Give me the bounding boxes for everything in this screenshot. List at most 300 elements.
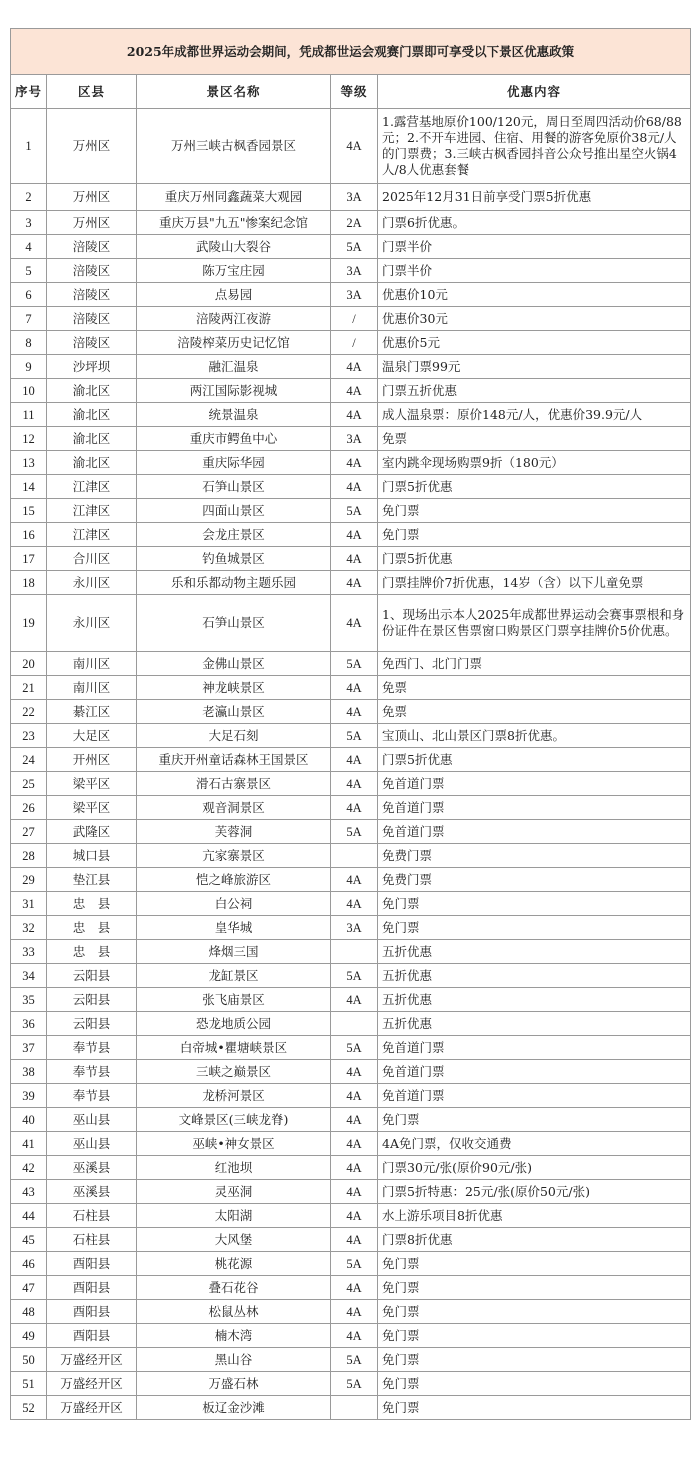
row-scenic-name: 涪陵两江夜游	[137, 307, 331, 331]
row-offer: 免门票	[378, 1108, 691, 1132]
row-number: 9	[11, 355, 47, 379]
row-number: 20	[11, 652, 47, 676]
table-row	[11, 820, 691, 844]
scenic-discount-table	[10, 28, 691, 1420]
row-district: 綦江区	[47, 700, 137, 724]
table-row	[11, 595, 691, 652]
row-level: 5A	[331, 964, 378, 988]
row-level: 4A	[331, 547, 378, 571]
row-scenic-name: 重庆市鳄鱼中心	[137, 427, 331, 451]
table-row	[11, 748, 691, 772]
row-number: 31	[11, 892, 47, 916]
row-number: 52	[11, 1396, 47, 1420]
row-scenic-name: 龙桥河景区	[137, 1084, 331, 1108]
row-district: 梁平区	[47, 796, 137, 820]
row-number: 18	[11, 571, 47, 595]
row-level	[331, 844, 378, 868]
row-district: 忠 县	[47, 940, 137, 964]
row-level: 4A	[331, 109, 378, 184]
row-number: 19	[11, 595, 47, 652]
row-level: 4A	[331, 403, 378, 427]
row-number: 22	[11, 700, 47, 724]
row-district: 奉节县	[47, 1036, 137, 1060]
row-scenic-name: 白公祠	[137, 892, 331, 916]
table-row	[11, 184, 691, 211]
table-row	[11, 451, 691, 475]
header-row	[11, 75, 691, 109]
row-scenic-name: 融汇温泉	[137, 355, 331, 379]
table-body	[11, 109, 691, 1420]
table-row	[11, 475, 691, 499]
row-number: 6	[11, 283, 47, 307]
row-number: 15	[11, 499, 47, 523]
row-level: 4A	[331, 1132, 378, 1156]
row-offer: 五折优惠	[378, 964, 691, 988]
table-row	[11, 1372, 691, 1396]
row-district: 永川区	[47, 571, 137, 595]
row-level: 4A	[331, 1276, 378, 1300]
row-level: 4A	[331, 1156, 378, 1180]
row-number: 7	[11, 307, 47, 331]
row-scenic-name: 大风堡	[137, 1228, 331, 1252]
row-district: 酉阳县	[47, 1276, 137, 1300]
row-offer: 免门票	[378, 1276, 691, 1300]
row-number: 26	[11, 796, 47, 820]
row-level: 4A	[331, 772, 378, 796]
table-row	[11, 523, 691, 547]
row-district: 涪陵区	[47, 307, 137, 331]
row-number: 12	[11, 427, 47, 451]
table-row	[11, 940, 691, 964]
table-row	[11, 916, 691, 940]
row-district: 梁平区	[47, 772, 137, 796]
row-number: 17	[11, 547, 47, 571]
row-number: 41	[11, 1132, 47, 1156]
row-offer: 免票	[378, 427, 691, 451]
row-district: 巫山县	[47, 1108, 137, 1132]
row-scenic-name: 会龙庄景区	[137, 523, 331, 547]
table-row	[11, 868, 691, 892]
row-scenic-name: 涪陵榨菜历史记忆馆	[137, 331, 331, 355]
table-row	[11, 1204, 691, 1228]
row-offer: 优惠价5元	[378, 331, 691, 355]
row-offer: 免门票	[378, 523, 691, 547]
row-level: 5A	[331, 1372, 378, 1396]
row-scenic-name: 万州三峡古枫香园景区	[137, 109, 331, 184]
row-scenic-name: 太阳湖	[137, 1204, 331, 1228]
row-district: 万州区	[47, 211, 137, 235]
row-scenic-name: 烽烟三国	[137, 940, 331, 964]
row-scenic-name: 滑石古寨景区	[137, 772, 331, 796]
row-scenic-name: 黑山谷	[137, 1348, 331, 1372]
table-row	[11, 1276, 691, 1300]
row-offer: 五折优惠	[378, 988, 691, 1012]
row-level: 4A	[331, 1204, 378, 1228]
table-row	[11, 1060, 691, 1084]
row-level: 4A	[331, 892, 378, 916]
row-offer: 门票五折优惠	[378, 379, 691, 403]
row-level	[331, 1012, 378, 1036]
row-scenic-name: 重庆万州同鑫蔬菜大观园	[137, 184, 331, 211]
row-offer: 门票30元/张(原价90元/张)	[378, 1156, 691, 1180]
header-district: 区县	[47, 75, 137, 109]
table-row	[11, 1396, 691, 1420]
row-scenic-name: 老瀛山景区	[137, 700, 331, 724]
row-level	[331, 940, 378, 964]
table-row	[11, 1036, 691, 1060]
row-scenic-name: 陈万宝庄园	[137, 259, 331, 283]
row-level: 4A	[331, 523, 378, 547]
row-district: 巫山县	[47, 1132, 137, 1156]
row-number: 45	[11, 1228, 47, 1252]
row-district: 酉阳县	[47, 1300, 137, 1324]
row-offer: 免票	[378, 676, 691, 700]
row-district: 云阳县	[47, 1012, 137, 1036]
row-scenic-name: 恺之峰旅游区	[137, 868, 331, 892]
row-offer: 优惠价30元	[378, 307, 691, 331]
row-number: 10	[11, 379, 47, 403]
row-level: 4A	[331, 595, 378, 652]
table-row	[11, 499, 691, 523]
row-district: 万盛经开区	[47, 1372, 137, 1396]
row-district: 酉阳县	[47, 1252, 137, 1276]
row-offer: 1.露营基地原价100/120元，周日至周四活动价68/88元；2.不开车进园、住宿、用餐的游客免原价38元/人的门票费；3.三峡古枫香园抖音公众号推出星空火锅4人/8人优惠套餐	[378, 109, 691, 184]
row-offer: 温泉门票99元	[378, 355, 691, 379]
row-number: 39	[11, 1084, 47, 1108]
row-level: 5A	[331, 1348, 378, 1372]
row-number: 40	[11, 1108, 47, 1132]
row-offer: 宝顶山、北山景区门票8折优惠。	[378, 724, 691, 748]
row-level: 5A	[331, 499, 378, 523]
row-scenic-name: 大足石刻	[137, 724, 331, 748]
row-number: 4	[11, 235, 47, 259]
row-scenic-name: 乐和乐都动物主题乐园	[137, 571, 331, 595]
row-level: 3A	[331, 184, 378, 211]
table-row	[11, 676, 691, 700]
row-scenic-name: 三峡之巅景区	[137, 1060, 331, 1084]
row-district: 涪陵区	[47, 331, 137, 355]
table-row	[11, 1180, 691, 1204]
row-level: 4A	[331, 571, 378, 595]
row-scenic-name: 叠石花谷	[137, 1276, 331, 1300]
table-row	[11, 259, 691, 283]
row-number: 23	[11, 724, 47, 748]
row-number: 46	[11, 1252, 47, 1276]
header-level: 等级	[331, 75, 378, 109]
table-title: 2025年成都世界运动会期间，凭成都世运会观赛门票即可享受以下景区优惠政策	[11, 29, 691, 75]
table-row	[11, 1300, 691, 1324]
row-number: 49	[11, 1324, 47, 1348]
row-scenic-name: 文峰景区(三峡龙脊)	[137, 1108, 331, 1132]
row-offer: 免门票	[378, 1324, 691, 1348]
row-scenic-name: 重庆际华园	[137, 451, 331, 475]
row-number: 13	[11, 451, 47, 475]
table-row	[11, 331, 691, 355]
row-district: 万州区	[47, 109, 137, 184]
row-district: 忠 县	[47, 892, 137, 916]
table-row	[11, 724, 691, 748]
row-number: 1	[11, 109, 47, 184]
row-scenic-name: 点易园	[137, 283, 331, 307]
table-row	[11, 403, 691, 427]
row-scenic-name: 桃花源	[137, 1252, 331, 1276]
row-offer: 五折优惠	[378, 1012, 691, 1036]
row-number: 32	[11, 916, 47, 940]
row-district: 奉节县	[47, 1084, 137, 1108]
row-level: 3A	[331, 283, 378, 307]
table-row	[11, 547, 691, 571]
row-district: 渝北区	[47, 379, 137, 403]
table-row	[11, 1324, 691, 1348]
row-number: 2	[11, 184, 47, 211]
row-scenic-name: 重庆万县"九五"惨案纪念馆	[137, 211, 331, 235]
row-offer: 免首道门票	[378, 1084, 691, 1108]
table-row	[11, 1348, 691, 1372]
row-level: 4A	[331, 451, 378, 475]
row-scenic-name: 红池坝	[137, 1156, 331, 1180]
table-row	[11, 988, 691, 1012]
row-offer: 门票半价	[378, 235, 691, 259]
row-district: 万盛经开区	[47, 1348, 137, 1372]
row-offer: 2025年12月31日前享受门票5折优惠	[378, 184, 691, 211]
table-row	[11, 1012, 691, 1036]
row-offer: 免门票	[378, 1372, 691, 1396]
row-number: 3	[11, 211, 47, 235]
row-district: 巫溪县	[47, 1156, 137, 1180]
row-level: 4A	[331, 1060, 378, 1084]
row-level: 4A	[331, 1180, 378, 1204]
row-district: 南川区	[47, 676, 137, 700]
row-scenic-name: 观音洞景区	[137, 796, 331, 820]
row-number: 28	[11, 844, 47, 868]
table-row	[11, 307, 691, 331]
table-row	[11, 1084, 691, 1108]
row-scenic-name: 张飞庙景区	[137, 988, 331, 1012]
row-number: 21	[11, 676, 47, 700]
row-district: 江津区	[47, 499, 137, 523]
table-row	[11, 1252, 691, 1276]
row-level: 5A	[331, 724, 378, 748]
table-row	[11, 652, 691, 676]
row-number: 29	[11, 868, 47, 892]
row-number: 16	[11, 523, 47, 547]
row-district: 武隆区	[47, 820, 137, 844]
table-row	[11, 964, 691, 988]
row-number: 48	[11, 1300, 47, 1324]
table-row	[11, 355, 691, 379]
row-district: 垫江县	[47, 868, 137, 892]
row-district: 涪陵区	[47, 283, 137, 307]
row-level: 2A	[331, 211, 378, 235]
header-no: 序号	[11, 75, 47, 109]
row-level: 4A	[331, 1084, 378, 1108]
row-offer: 1、现场出示本人2025年成都世界运动会赛事票根和身份证件在景区售票窗口购景区门票享挂牌价5价优惠。	[378, 595, 691, 652]
table-row	[11, 235, 691, 259]
row-district: 万盛经开区	[47, 1396, 137, 1420]
row-level: /	[331, 307, 378, 331]
table-row	[11, 211, 691, 235]
row-number: 36	[11, 1012, 47, 1036]
row-level: 3A	[331, 427, 378, 451]
row-offer: 免首道门票	[378, 820, 691, 844]
row-scenic-name: 万盛石林	[137, 1372, 331, 1396]
row-offer: 免首道门票	[378, 796, 691, 820]
row-level: 5A	[331, 820, 378, 844]
table-row	[11, 1228, 691, 1252]
row-offer: 免西门、北门门票	[378, 652, 691, 676]
table-row	[11, 283, 691, 307]
row-level: 3A	[331, 916, 378, 940]
row-district: 渝北区	[47, 403, 137, 427]
row-offer: 免票	[378, 700, 691, 724]
row-offer: 门票5折优惠	[378, 748, 691, 772]
row-district: 合川区	[47, 547, 137, 571]
row-offer: 免门票	[378, 1396, 691, 1420]
row-number: 33	[11, 940, 47, 964]
table-row	[11, 571, 691, 595]
row-level: 4A	[331, 355, 378, 379]
row-level: 4A	[331, 796, 378, 820]
row-district: 巫溪县	[47, 1180, 137, 1204]
row-district: 城口县	[47, 844, 137, 868]
row-district: 石柱县	[47, 1228, 137, 1252]
row-offer: 4A免门票，仅收交通费	[378, 1132, 691, 1156]
row-scenic-name: 楠木湾	[137, 1324, 331, 1348]
header-offer: 优惠内容	[378, 75, 691, 109]
row-scenic-name: 金佛山景区	[137, 652, 331, 676]
row-level: 4A	[331, 1300, 378, 1324]
row-number: 50	[11, 1348, 47, 1372]
row-number: 44	[11, 1204, 47, 1228]
row-level: 4A	[331, 748, 378, 772]
row-offer: 门票6折优惠。	[378, 211, 691, 235]
row-district: 开州区	[47, 748, 137, 772]
row-number: 51	[11, 1372, 47, 1396]
row-scenic-name: 亢家寨景区	[137, 844, 331, 868]
row-level: 4A	[331, 475, 378, 499]
row-scenic-name: 石笋山景区	[137, 475, 331, 499]
row-district: 涪陵区	[47, 235, 137, 259]
row-offer: 室内跳伞现场购票9折（180元）	[378, 451, 691, 475]
row-number: 43	[11, 1180, 47, 1204]
row-scenic-name: 白帝城•瞿塘峡景区	[137, 1036, 331, 1060]
row-number: 47	[11, 1276, 47, 1300]
table-row	[11, 892, 691, 916]
row-level: 4A	[331, 700, 378, 724]
row-number: 42	[11, 1156, 47, 1180]
row-number: 14	[11, 475, 47, 499]
row-offer: 门票5折优惠	[378, 475, 691, 499]
table-row	[11, 700, 691, 724]
row-district: 渝北区	[47, 451, 137, 475]
row-level: 3A	[331, 259, 378, 283]
table-row	[11, 844, 691, 868]
row-district: 云阳县	[47, 988, 137, 1012]
row-offer: 免门票	[378, 1252, 691, 1276]
row-number: 35	[11, 988, 47, 1012]
row-scenic-name: 钓鱼城景区	[137, 547, 331, 571]
row-district: 酉阳县	[47, 1324, 137, 1348]
row-level: 4A	[331, 1108, 378, 1132]
row-offer: 免门票	[378, 916, 691, 940]
row-level: 5A	[331, 1036, 378, 1060]
row-level: 5A	[331, 235, 378, 259]
row-level: 4A	[331, 868, 378, 892]
row-district: 永川区	[47, 595, 137, 652]
row-offer: 门票8折优惠	[378, 1228, 691, 1252]
row-scenic-name: 武陵山大裂谷	[137, 235, 331, 259]
row-number: 25	[11, 772, 47, 796]
row-scenic-name: 四面山景区	[137, 499, 331, 523]
header-name: 景区名称	[137, 75, 331, 109]
row-level: 4A	[331, 676, 378, 700]
table-row	[11, 796, 691, 820]
table-row	[11, 427, 691, 451]
row-scenic-name: 统景温泉	[137, 403, 331, 427]
row-offer: 免门票	[378, 892, 691, 916]
table-row	[11, 1156, 691, 1180]
row-district: 忠 县	[47, 916, 137, 940]
row-offer: 成人温泉票：原价148元/人，优惠价39.9元/人	[378, 403, 691, 427]
row-offer: 门票半价	[378, 259, 691, 283]
row-offer: 水上游乐项目8折优惠	[378, 1204, 691, 1228]
row-offer: 优惠价10元	[378, 283, 691, 307]
row-scenic-name: 灵巫洞	[137, 1180, 331, 1204]
discount-table-sheet	[10, 28, 690, 1420]
row-scenic-name: 重庆开州童话森林王国景区	[137, 748, 331, 772]
row-district: 涪陵区	[47, 259, 137, 283]
row-district: 渝北区	[47, 427, 137, 451]
table-row	[11, 772, 691, 796]
row-number: 27	[11, 820, 47, 844]
row-number: 8	[11, 331, 47, 355]
row-level: 5A	[331, 1252, 378, 1276]
row-offer: 免门票	[378, 1348, 691, 1372]
row-offer: 免门票	[378, 499, 691, 523]
row-level: /	[331, 331, 378, 355]
row-district: 沙坪坝	[47, 355, 137, 379]
row-number: 24	[11, 748, 47, 772]
row-number: 34	[11, 964, 47, 988]
row-offer: 免首道门票	[378, 1036, 691, 1060]
row-district: 江津区	[47, 475, 137, 499]
row-district: 大足区	[47, 724, 137, 748]
row-district: 石柱县	[47, 1204, 137, 1228]
row-district: 江津区	[47, 523, 137, 547]
row-scenic-name: 板辽金沙滩	[137, 1396, 331, 1420]
row-scenic-name: 两江国际影视城	[137, 379, 331, 403]
table-row	[11, 1108, 691, 1132]
row-district: 奉节县	[47, 1060, 137, 1084]
row-offer: 免费门票	[378, 844, 691, 868]
row-offer: 免费门票	[378, 868, 691, 892]
row-district: 万州区	[47, 184, 137, 211]
row-level: 5A	[331, 652, 378, 676]
row-offer: 门票挂牌价7折优惠，14岁（含）以下儿童免票	[378, 571, 691, 595]
row-offer: 五折优惠	[378, 940, 691, 964]
row-district: 南川区	[47, 652, 137, 676]
row-scenic-name: 皇华城	[137, 916, 331, 940]
row-level: 4A	[331, 988, 378, 1012]
row-level: 4A	[331, 1228, 378, 1252]
row-scenic-name: 巫峡•神女景区	[137, 1132, 331, 1156]
row-scenic-name: 石笋山景区	[137, 595, 331, 652]
row-number: 5	[11, 259, 47, 283]
row-scenic-name: 龙缸景区	[137, 964, 331, 988]
row-level	[331, 1396, 378, 1420]
row-offer: 免首道门票	[378, 1060, 691, 1084]
table-row	[11, 1132, 691, 1156]
